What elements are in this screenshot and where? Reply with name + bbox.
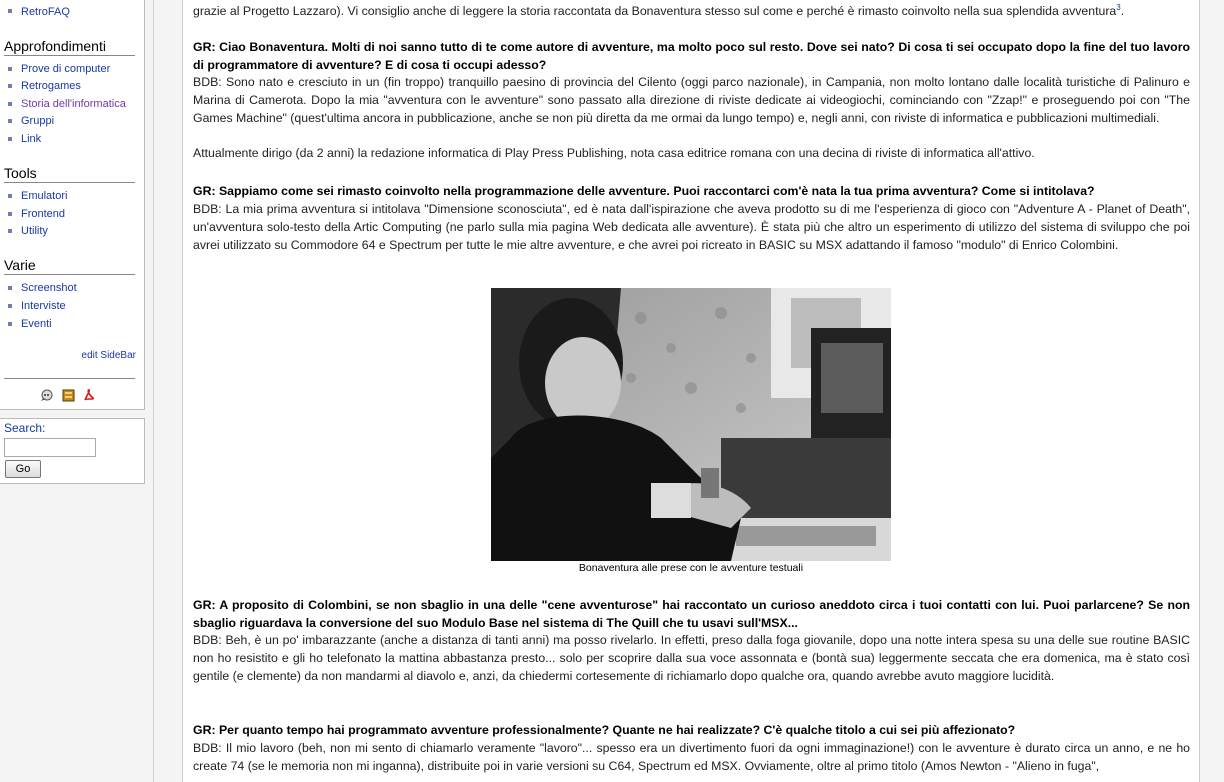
book-icon[interactable] — [62, 389, 75, 402]
intro-paragraph — [193, 0, 1190, 20]
sidebar-heading-varie: Varie — [4, 257, 135, 275]
bullet-icon — [8, 84, 12, 88]
answer-4: BDB: Il mio lavoro (beh, non mi sento di chiamarlo veramente "lavoro"... spesso era un divertimento fuori da ogni immaginazione!) con le avventure è durato circa un anno, e ne ho create 74 (se le memoria non mi inganna), distribuite poi in varie versioni su C64, Spectrum ed MSX. Ovviamente, oltre al primo titolo (Amos Newton - "Alieno in fuga", — [193, 741, 1190, 773]
bullet-icon — [8, 119, 12, 123]
question-2: GR: Sappiamo come sei rimasto coinvolto nella programmazione delle avventure. Puoi raccontarci com'è nata la tua prima avventura? Come si intitolava? — [193, 184, 1095, 198]
bullet-icon — [8, 286, 12, 290]
sidebar-heading-tools: Tools — [4, 165, 135, 183]
search-input[interactable] — [4, 438, 96, 457]
bullet-icon — [8, 229, 12, 233]
answer-1: BDB: Sono nato e cresciuto in un (fin troppo) tranquillo paesino di provincia del Cilento (oggi parco nazionale), in Campania, non molto lontano dalle località turistiche di Palinuro e Marina di Camerota. Dopo la mia "avventura con le avventure" sono passato alla direzione di riviste dedicate ai videogiochi, cominciando con "Zzap!" e proseguendo poi con "The Games Machine" (quest'ultima ancora in pubblicazione, anche se non più diretta da me ormai da lungo tempo) e, negli anni, con riviste di informatica e pubblicazioni multimediali. — [193, 75, 1190, 125]
sidebar-item-gruppi[interactable]: Gruppi — [21, 115, 55, 127]
sidebar-item-utility[interactable]: Utility — [21, 225, 48, 237]
bullet-icon — [8, 67, 12, 71]
bullet-icon — [8, 137, 12, 141]
footnote-link[interactable]: 3 — [1116, 3, 1121, 12]
edit-sidebar-link[interactable]: edit SideBar — [81, 350, 136, 361]
sidebar-item-link[interactable]: Link — [21, 133, 42, 145]
answer-3: BDB: Beh, è un po' imbarazzante (anche a distanza di tanti anni) ma posso rivelarlo. In effetti, preso dalla foga giovanile, dopo una notte intera spesa su una delle sue routine BASIC non ho resistito e gli ho telefonato la mattina abbastanza presto... solo per scoprire dalla sua voce assonnata e (bontà sua) leggermente seccata che era domenica, ma è stato così gentile (e clemente) da non mandarmi al diavolo e, anzi, da chiedermi cortesemente di richiamarlo dopo qualche ora, quando avrebbe avuto maggiore lucidità. — [193, 633, 1190, 683]
sidebar-item-emulatori[interactable]: Emulatori — [21, 190, 68, 202]
sidebar-item-retrogames[interactable]: Retrogames — [21, 80, 81, 92]
bullet-icon — [8, 194, 12, 198]
sidebar-item-frontend[interactable]: Frontend — [21, 208, 66, 220]
sidebar-item-retrofaq[interactable]: RetroFAQ — [21, 6, 70, 18]
bullet-icon — [8, 304, 12, 308]
sidebar-item-prove[interactable]: Prove di computer — [21, 63, 111, 75]
bullet-icon — [8, 322, 12, 326]
search-label: Search: — [4, 421, 46, 435]
search-box — [0, 418, 145, 484]
answer-2: BDB: La mia prima avventura si intitolava "Dimensione sconosciuta", ed è nata dall'ispirazione che aveva prodotto su di me l'esperienza di gioco con "Adventure A - Planet of Death", un'avventura solo-testo della Artic Computing (ne parlo sulla mia pagina Web dedicata alle avventure). È stata più che altro un esperimento di utilizzo del sistema di sviluppo che poi avrei utilizzato su Commodore 64 e Spectrum per tutte le mie altre avventure, e che avrei poi ricreato in BASIC su MSX adattando il famoso "modulo" di Enrico Colombini. — [193, 202, 1190, 252]
sidebar — [0, 0, 145, 410]
question-3: GR: A proposito di Colombini, se non sbaglio in una delle "cene avventurose" hai raccontato un curioso aneddoto circa i tuoi contatti con lui. Puoi parlarcene? Se non sbaglio riguardava la conversione del suo Modulo Base nel sistema di The Quill che tu usavi sull'MSX... — [193, 598, 1190, 630]
sidebar-heading-approfondimenti: Approfondimenti — [4, 38, 135, 56]
comment-icon[interactable] — [40, 389, 53, 402]
go-button[interactable]: Go — [5, 460, 41, 478]
divider — [4, 378, 135, 379]
question-1: GR: Ciao Bonaventura. Molti di noi sanno tutto di te come autore di avventure, ma molto poco sul resto. Dove sei nato? Di cosa ti sei occupato dopo la fine del tuo lavoro di programmatore di avventure? E di cosa ti occupi adesso? — [193, 40, 1190, 72]
photo-caption: Bonaventura alle prese con le avventure testuali — [578, 562, 804, 574]
answer-1b: Attualmente dirigo (da 2 anni) la redazione informatica di Play Press Publishing, nota casa editrice romana con una decina di riviste di informatica all'attivo. — [193, 146, 1035, 160]
sidebar-item-eventi[interactable]: Eventi — [21, 318, 52, 330]
photo-bonaventura — [491, 288, 891, 561]
pdf-icon[interactable] — [83, 389, 96, 402]
divider — [153, 0, 154, 782]
sidebar-item-interviste[interactable]: Interviste — [21, 300, 66, 312]
intro-end: . — [1120, 4, 1125, 19]
bullet-icon — [8, 212, 12, 216]
sidebar-item-screenshot[interactable]: Screenshot — [21, 282, 77, 294]
sidebar-item-storia[interactable]: Storia dell'informatica — [21, 98, 126, 110]
question-4: GR: Per quanto tempo hai programmato avventure professionalmente? Quante ne hai realizzate? C'è qualche titolo a cui sei più affezionato? — [193, 723, 1016, 737]
bullet-icon — [8, 9, 12, 13]
intro-text: grazie al Progetto Lazzaro). Vi consiglio anche di leggere la storia raccontata da Bonaventura stesso sul come e perché è rimasto coinvolto nella sua splendida avventura — [193, 4, 1117, 19]
bullet-icon — [8, 102, 12, 106]
